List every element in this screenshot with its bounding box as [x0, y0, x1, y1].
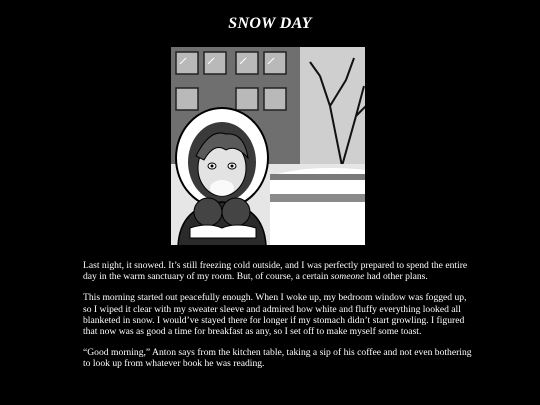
emphasis-someone: someone — [330, 271, 365, 283]
paragraph-2: This morning started out peacefully enough. When I woke up, my bedroom window was fogged up, so I wiped it clear with my sweater sleeve and admired how white and fluffy everything looked all blanketed in snow. I would’ve stayed there for longer if my stomach didn’t start growling. I figured that now was as good a time for breakfast as any, so I set off to make myself some toast. — [83, 292, 467, 338]
story-text — [83, 260, 475, 380]
paragraph-1: Last night, it snowed. It’s still freezing cold outside, and I was perfectly prepared to spend the entire day in the warm sanctuary of my room. But, of course, a certain someone had other plans. — [83, 260, 468, 283]
paragraph-3: “Good morning,” Anton says from the kitchen table, taking a sip of his coffee and not even bothering to look up from whatever book he was reading. — [83, 347, 472, 370]
story-title: SNOW DAY — [228, 15, 312, 32]
snow-day-illustration — [170, 46, 366, 246]
